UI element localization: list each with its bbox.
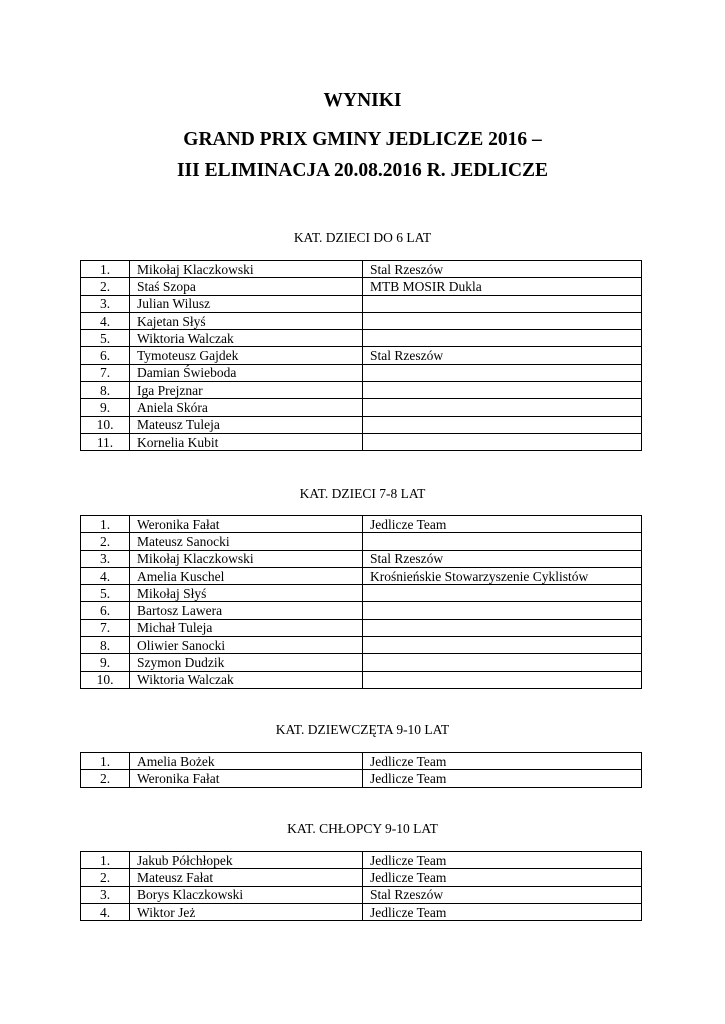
name-cell: Wiktoria Walczak bbox=[130, 330, 363, 347]
table-row bbox=[81, 516, 642, 533]
position-cell: 5. bbox=[81, 585, 130, 602]
table-row bbox=[81, 382, 642, 399]
team-cell bbox=[363, 637, 642, 654]
position-cell: 1. bbox=[81, 261, 130, 278]
position-cell: 3. bbox=[81, 886, 130, 903]
category-title-dzieci-do-6: KAT. DZIECI DO 6 LAT bbox=[293, 230, 432, 245]
team-cell: Jedlicze Team bbox=[363, 903, 642, 920]
table-row bbox=[81, 585, 642, 602]
table-row bbox=[81, 347, 642, 364]
table-row bbox=[81, 602, 642, 619]
table-row bbox=[81, 364, 642, 381]
position-cell: 4. bbox=[81, 567, 130, 584]
name-cell: Damian Świeboda bbox=[130, 364, 363, 381]
team-cell bbox=[363, 364, 642, 381]
table-row bbox=[81, 567, 642, 584]
position-cell: 10. bbox=[81, 671, 130, 688]
name-cell: Szymon Dudzik bbox=[130, 654, 363, 671]
team-cell: Krośnieńskie Stowarzyszenie Cyklistów bbox=[363, 567, 642, 584]
position-cell: 5. bbox=[81, 330, 130, 347]
position-cell: 7. bbox=[81, 619, 130, 636]
table-row bbox=[81, 619, 642, 636]
team-cell: Jedlicze Team bbox=[363, 753, 642, 770]
name-cell: Kornelia Kubit bbox=[130, 433, 363, 450]
position-cell: 1. bbox=[81, 516, 130, 533]
name-cell: Wiktor Jeż bbox=[130, 903, 363, 920]
team-cell bbox=[363, 619, 642, 636]
position-cell: 6. bbox=[81, 602, 130, 619]
position-cell: 2. bbox=[81, 278, 130, 295]
name-cell: Weronika Fałat bbox=[130, 770, 363, 787]
position-cell: 4. bbox=[81, 903, 130, 920]
team-cell: Jedlicze Team bbox=[363, 852, 642, 869]
position-cell: 6. bbox=[81, 347, 130, 364]
team-cell: Stal Rzeszów bbox=[363, 550, 642, 567]
name-cell: Wiktoria Walczak bbox=[130, 671, 363, 688]
name-cell: Amelia Bożek bbox=[130, 753, 363, 770]
table-row bbox=[81, 261, 642, 278]
table-row bbox=[81, 852, 642, 869]
table-row bbox=[81, 278, 642, 295]
name-cell: Bartosz Lawera bbox=[130, 602, 363, 619]
results-table-dzieci-do-6 bbox=[80, 260, 642, 451]
position-cell: 11. bbox=[81, 433, 130, 450]
name-cell: Staś Szopa bbox=[130, 278, 363, 295]
name-cell: Mateusz Fałat bbox=[130, 869, 363, 886]
table-row bbox=[81, 312, 642, 329]
name-cell: Oliwier Sanocki bbox=[130, 637, 363, 654]
position-cell: 2. bbox=[81, 869, 130, 886]
name-cell: Amelia Kuschel bbox=[130, 567, 363, 584]
position-cell: 3. bbox=[81, 550, 130, 567]
table-row bbox=[81, 654, 642, 671]
team-cell bbox=[363, 399, 642, 416]
name-cell: Borys Klaczkowski bbox=[130, 886, 363, 903]
table-row bbox=[81, 416, 642, 433]
table-row bbox=[81, 637, 642, 654]
results-table-dzieci-7-8 bbox=[80, 515, 642, 689]
team-cell bbox=[363, 295, 642, 312]
table-row bbox=[81, 399, 642, 416]
team-cell: Stal Rzeszów bbox=[363, 886, 642, 903]
team-cell bbox=[363, 416, 642, 433]
name-cell: Kajetan Słyś bbox=[130, 312, 363, 329]
position-cell: 10. bbox=[81, 416, 130, 433]
position-cell: 2. bbox=[81, 770, 130, 787]
table-row bbox=[81, 295, 642, 312]
position-cell: 8. bbox=[81, 382, 130, 399]
team-cell bbox=[363, 654, 642, 671]
table-row bbox=[81, 770, 642, 787]
position-cell: 1. bbox=[81, 852, 130, 869]
table-row bbox=[81, 886, 642, 903]
position-cell: 3. bbox=[81, 295, 130, 312]
name-cell: Tymoteusz Gajdek bbox=[130, 347, 363, 364]
team-cell: Stal Rzeszów bbox=[363, 347, 642, 364]
table-row bbox=[81, 550, 642, 567]
name-cell: Mikołaj Klaczkowski bbox=[130, 261, 363, 278]
position-cell: 4. bbox=[81, 312, 130, 329]
document-title: WYNIKI bbox=[323, 90, 402, 111]
name-cell: Iga Prejznar bbox=[130, 382, 363, 399]
name-cell: Julian Wilusz bbox=[130, 295, 363, 312]
team-cell bbox=[363, 330, 642, 347]
team-cell bbox=[363, 671, 642, 688]
team-cell: Stal Rzeszów bbox=[363, 261, 642, 278]
category-title-dzieci-7-8: KAT. DZIECI 7-8 LAT bbox=[299, 486, 426, 501]
position-cell: 9. bbox=[81, 399, 130, 416]
position-cell: 9. bbox=[81, 654, 130, 671]
name-cell: Mikołaj Słyś bbox=[130, 585, 363, 602]
position-cell: 1. bbox=[81, 753, 130, 770]
team-cell bbox=[363, 585, 642, 602]
table-row bbox=[81, 533, 642, 550]
category-title-chlopcy-9-10: KAT. CHŁOPCY 9-10 LAT bbox=[287, 821, 438, 836]
name-cell: Mateusz Sanocki bbox=[130, 533, 363, 550]
category-title-dziewczeta-9-10: KAT. DZIEWCZĘTA 9-10 LAT bbox=[275, 722, 450, 737]
event-title-line-1: GRAND PRIX GMINY JEDLICZE 2016 – bbox=[183, 129, 542, 150]
table-row bbox=[81, 330, 642, 347]
team-cell: MTB MOSIR Dukla bbox=[363, 278, 642, 295]
table-row bbox=[81, 753, 642, 770]
results-table-dziewczeta-9-10 bbox=[80, 752, 642, 788]
team-cell: Jedlicze Team bbox=[363, 516, 642, 533]
table-row bbox=[81, 433, 642, 450]
position-cell: 7. bbox=[81, 364, 130, 381]
name-cell: Michał Tuleja bbox=[130, 619, 363, 636]
position-cell: 2. bbox=[81, 533, 130, 550]
table-row bbox=[81, 869, 642, 886]
team-cell: Jedlicze Team bbox=[363, 869, 642, 886]
position-cell: 8. bbox=[81, 637, 130, 654]
team-cell bbox=[363, 533, 642, 550]
table-row bbox=[81, 903, 642, 920]
team-cell bbox=[363, 312, 642, 329]
name-cell: Jakub Półchłopek bbox=[130, 852, 363, 869]
team-cell: Jedlicze Team bbox=[363, 770, 642, 787]
name-cell: Mikołaj Klaczkowski bbox=[130, 550, 363, 567]
table-row bbox=[81, 671, 642, 688]
team-cell bbox=[363, 382, 642, 399]
results-table-chlopcy-9-10 bbox=[80, 851, 642, 921]
name-cell: Mateusz Tuleja bbox=[130, 416, 363, 433]
event-title-line-2: III ELIMINACJA 20.08.2016 R. JEDLICZE bbox=[176, 160, 549, 181]
name-cell: Aniela Skóra bbox=[130, 399, 363, 416]
name-cell: Weronika Fałat bbox=[130, 516, 363, 533]
team-cell bbox=[363, 602, 642, 619]
team-cell bbox=[363, 433, 642, 450]
